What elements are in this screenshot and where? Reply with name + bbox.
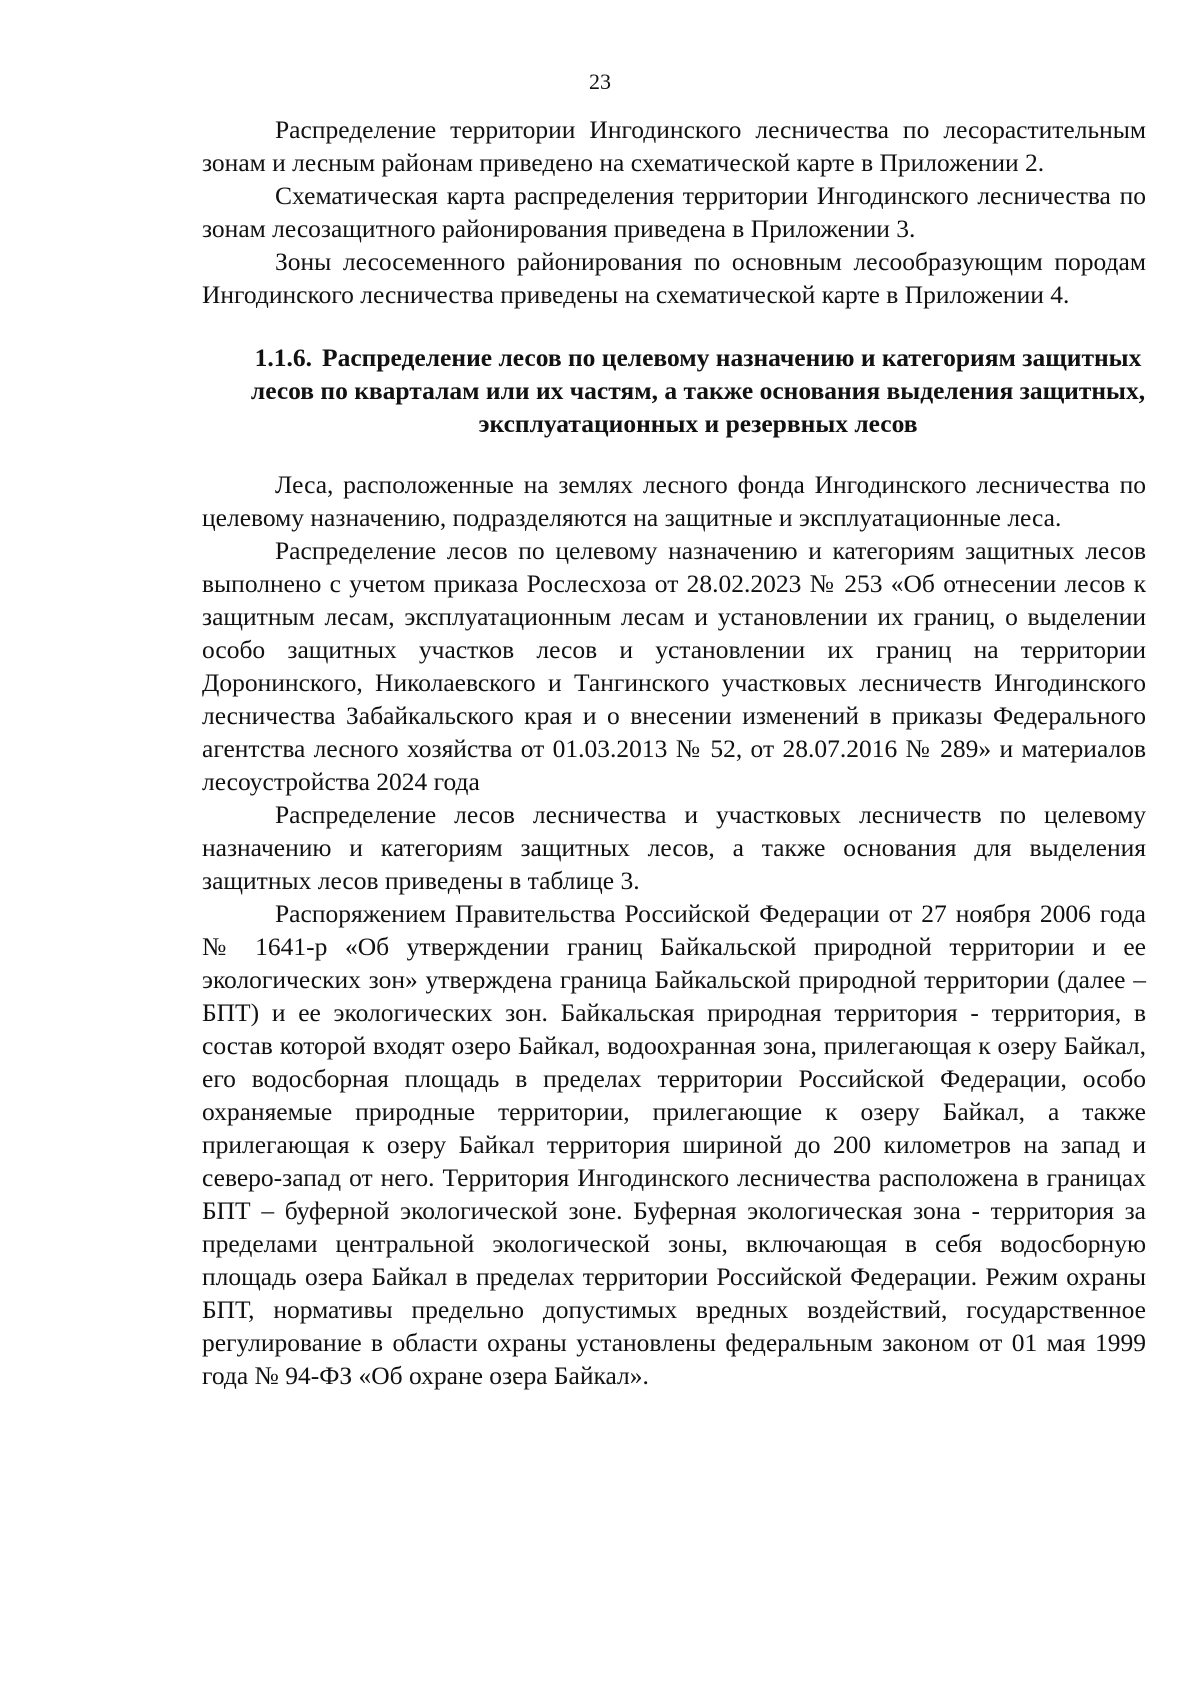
paragraph-forest-purpose: Леса, расположенные на землях лесного фонда Ингодинского лесничества по целевому назначению, подразделяются на защитные и эксплуатационные леса. xyxy=(202,470,1146,532)
paragraph-forest-protection-map: Схематическая карта распределения территории Ингодинского лесничества по зонам лесозащитного районирования приведена в Приложении 3. xyxy=(202,181,1146,243)
section-heading xyxy=(202,341,1146,440)
paragraph-forest-zones-map: Распределение территории Ингодинского лесничества по лесорастительным зонам и лесным районам приведено на схематической карте в Приложении 2. xyxy=(202,115,1146,177)
paragraph-seed-zones-map: Зоны лесосеменного районирования по основным лесообразующим породам Ингодинского лесничества приведены на схематической карте в Приложении 4. xyxy=(202,247,1146,309)
page-content xyxy=(202,113,1146,1392)
paragraph-rosleshoz-order: Распределение лесов по целевому назначению и категориям защитных лесов выполнено с учетом приказа Рослесхоза от 28.02.2023 № 253 «Об отнесении лесов к защитным лесам, эксплуатационным лесам и установлении их границ, о выделении особо защитных участков лесов и установлении их границ на территории Доронинского, Николаевского и Тангинского участковых лесничеств Ингодинского лесничества Забайкальского края и о внесении изменений в приказы Федерального агентства лесного хозяйства от 01.03.2013 № 52, от 28.07.2016 № 289» и материалов лесоустройства 2024 года xyxy=(202,536,1146,796)
paragraph-table-reference: Распределение лесов лесничества и участковых лесничеств по целевому назначению и категориям защитных лесов, а также основания для выделения защитных лесов приведены в таблице 3. xyxy=(202,800,1146,895)
page-number: 23 xyxy=(589,69,611,94)
paragraph-baikal-territory: Распоряжением Правительства Российской Федерации от 27 ноября 2006 года № 1641-р «Об утверждении границ Байкальской природной территории и ее экологических зон» утверждена граница Байкальской природной территории (далее – БПТ) и ее экологических зон. Байкальская природная территория - территория, в состав которой входят озеро Байкал, водоохранная зона, прилегающая к озеру Байкал, его водосборная площадь в пределах территории Российской Федерации, особо охраняемые природные территории, прилегающие к озеру Байкал, а также прилегающая к озеру Байкал территория шириной до 200 километров на запад и северо-запад от него. Территория Ингодинского лесничества расположена в границах БПТ – буферной экологической зоне. Буферная экологическая зона - территория за пределами центральной экологической зоны, включающая в себя водосборную площадь озера Байкал в пределах территории Российской Федерации. Режим охраны БПТ, нормативы предельно допустимых вредных воздействий, государственное регулирование в области охраны установлены федеральным законом от 01 мая 1999 года № 94-ФЗ «Об охране озера Байкал». xyxy=(202,899,1146,1390)
section-title: Распределение лесов по целевому назначению и категориям защитных лесов по кварталам или их частям, а также основания выделения защитных, эксплуатационных и резервных лесов xyxy=(250,343,1146,438)
section-number: 1.1.6. xyxy=(254,343,313,372)
